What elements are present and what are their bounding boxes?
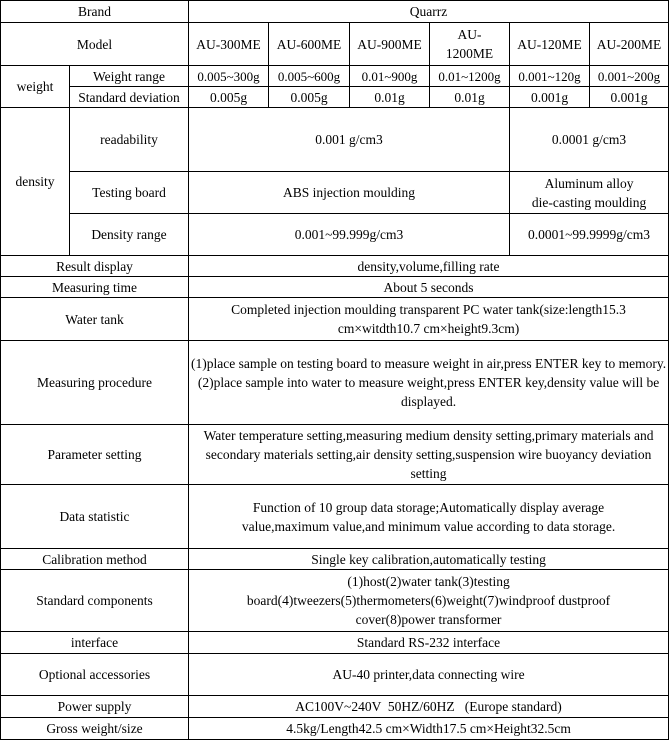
standard-components-row: [1, 570, 669, 632]
density-readability-row: [1, 108, 669, 172]
model-cell: AU-300ME: [189, 23, 269, 66]
model-row: [1, 23, 669, 66]
weight-range-cell: 0.01~1200g: [430, 66, 510, 87]
model-cell: AU-1200ME: [430, 23, 510, 66]
model-cell: AU-900ME: [350, 23, 430, 66]
weight-sd-cell: 0.005g: [189, 87, 269, 108]
calibration-row: [1, 549, 669, 570]
weight-sd-cell: 0.01g: [430, 87, 510, 108]
power-supply-label: Power supply: [1, 696, 189, 718]
measuring-time-value: About 5 seconds: [189, 277, 669, 298]
weight-range-cell: 0.005~600g: [269, 66, 350, 87]
weight-sd-label: Standard deviation: [70, 87, 189, 108]
density-board-label: Testing board: [70, 172, 189, 214]
data-statistic-value: Function of 10 group data storage;Automatically display average value,maximum value,and minimum value according to data storage.: [189, 485, 669, 549]
weight-range-label: Weight range: [70, 66, 189, 87]
power-supply-value: AC100V~240V 50HZ/60HZ (Europe standard): [189, 696, 669, 718]
parameter-setting-label: Parameter setting: [1, 425, 189, 485]
result-display-value: density,volume,filling rate: [189, 256, 669, 277]
water-tank-row: [1, 298, 669, 341]
weight-range-cell: 0.01~900g: [350, 66, 430, 87]
brand-label: Brand: [1, 1, 189, 23]
calibration-value: Single key calibration,automatically testing: [189, 549, 669, 570]
model-cell: AU-200ME: [590, 23, 669, 66]
measuring-procedure-value: [189, 341, 669, 425]
weight-range-cell: 0.001~200g: [590, 66, 669, 87]
optional-accessories-value: AU-40 printer,data connecting wire: [189, 654, 669, 696]
result-display-label: Result display: [1, 256, 189, 277]
interface-row: [1, 632, 669, 654]
density-board-b-line1: Aluminum alloy: [544, 175, 634, 191]
density-readability-label: readability: [70, 108, 189, 172]
standard-components-label: Standard components: [1, 570, 189, 632]
optional-accessories-label: Optional accessories: [1, 654, 189, 696]
gross-weight-row: [1, 718, 669, 740]
density-range-a: 0.001~99.999g/cm3: [189, 214, 510, 256]
power-supply-row: [1, 696, 669, 718]
interface-label: interface: [1, 632, 189, 654]
data-statistic-label: Data statistic: [1, 485, 189, 549]
model-cell: AU-120ME: [510, 23, 590, 66]
weight-sd-cell: 0.001g: [510, 87, 590, 108]
brand-row: [1, 1, 669, 23]
gross-weight-value: 4.5kg/Length42.5 cm×Width17.5 cm×Height32.5cm: [189, 718, 669, 740]
weight-label: weight: [1, 66, 70, 108]
measuring-time-label: Measuring time: [1, 277, 189, 298]
standard-components-value: (1)host(2)water tank(3)testing board(4)tweezers(5)thermometers(6)weight(7)windproof dustproof cover(8)power transformer: [189, 570, 669, 632]
weight-range-cell: 0.001~120g: [510, 66, 590, 87]
density-board-row: [1, 172, 669, 214]
density-range-row: [1, 214, 669, 256]
density-readability-a: 0.001 g/cm3: [189, 108, 510, 172]
density-board-a: ABS injection moulding: [189, 172, 510, 214]
density-board-b-line2: die-casting moulding: [531, 194, 647, 210]
weight-range-cell: 0.005~300g: [189, 66, 269, 87]
measuring-procedure-row: [1, 341, 669, 425]
parameter-setting-value: Water temperature setting,measuring medium density setting,primary materials and secondary materials setting,air density setting,suspension wire buoyancy deviation setting: [189, 425, 669, 485]
model-cell: AU-600ME: [269, 23, 350, 66]
interface-value: Standard RS-232 interface: [189, 632, 669, 654]
water-tank-value: Completed injection moulding transparent PC water tank(size:length15.3 cm×witdth10.7 cm×height9.3cm): [189, 298, 669, 341]
result-display-row: [1, 256, 669, 277]
measuring-procedure-step2: (2)place sample into water to measure weight,press ENTER key,density value will be displayed.: [197, 375, 660, 409]
weight-sd-cell: 0.01g: [350, 87, 430, 108]
calibration-label: Calibration method: [1, 549, 189, 570]
measuring-time-row: [1, 277, 669, 298]
weight-sd-cell: 0.001g: [590, 87, 669, 108]
weight-sd-cell: 0.005g: [269, 87, 350, 108]
density-range-label: Density range: [70, 214, 189, 256]
measuring-procedure-step1: (1)place sample on testing board to measure weight in air,press ENTER key to memory.: [191, 356, 667, 371]
density-range-b: 0.0001~99.9999g/cm3: [510, 214, 669, 256]
brand-value: Quarrz: [189, 1, 669, 23]
parameter-setting-row: [1, 425, 669, 485]
measuring-procedure-label: Measuring procedure: [1, 341, 189, 425]
gross-weight-label: Gross weight/size: [1, 718, 189, 740]
density-readability-b: 0.0001 g/cm3: [510, 108, 669, 172]
data-statistic-row: [1, 485, 669, 549]
optional-accessories-row: [1, 654, 669, 696]
weight-range-row: [1, 66, 669, 87]
density-board-b: [510, 172, 669, 214]
weight-sd-row: [1, 87, 669, 108]
model-label: Model: [1, 23, 189, 66]
water-tank-label: Water tank: [1, 298, 189, 341]
density-label: density: [1, 108, 70, 256]
